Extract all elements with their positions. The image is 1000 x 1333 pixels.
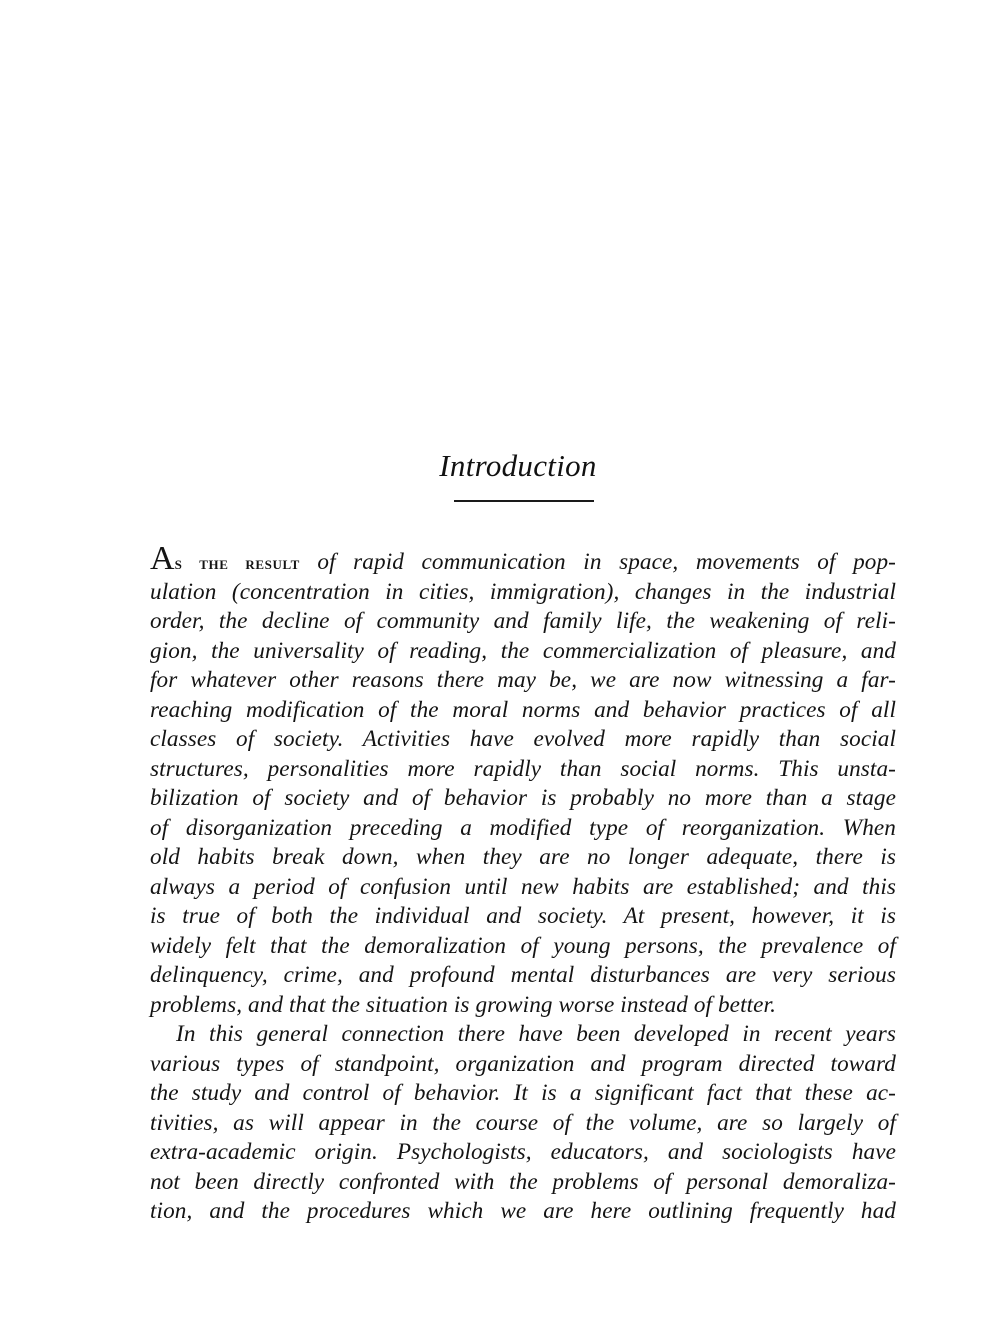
text-line: extra-academic origin. Psychologists, educators, and sociologists have — [150, 1139, 896, 1165]
paragraph-1 — [150, 540, 896, 1020]
text-line: the study and control of behavior. It is a significant fact that these ac- — [150, 1080, 896, 1106]
text-line: not been directly confronted with the problems of personal demoraliza- — [150, 1168, 896, 1195]
chapter-title: Introduction — [439, 448, 597, 483]
text-line: gion, the universality of reading, the commercialization of pleasure, and — [150, 637, 896, 664]
text-line: for whatever other reasons there may be, we are now witnessing a far- — [150, 667, 896, 693]
text-line: order, the decline of community and family life, the weakening of reli- — [150, 608, 896, 634]
text-line: reaching modification of the moral norms and behavior practices of all — [150, 696, 896, 723]
body-text — [150, 540, 896, 1227]
drop-cap: A — [150, 540, 175, 577]
title-rule-divider — [454, 500, 594, 502]
text-line: delinquency, crime, and profound mental disturbances are very serious — [150, 962, 896, 988]
lead-in-smallcaps: s the result — [174, 554, 300, 574]
text-line: tivities, as will appear in the course of the volume, are so largely of — [150, 1109, 896, 1136]
text-line: always a period of confusion until new habits are established; and this — [150, 873, 896, 900]
text-line: bilization of society and of behavior is probably no more than a stage — [150, 785, 896, 811]
text-line: tion, and the procedures which we are here outlining frequently had — [150, 1198, 896, 1224]
paragraph-2 — [150, 1020, 896, 1227]
text-line: structures, personalities more rapidly than social norms. This unsta- — [150, 755, 896, 782]
text-line: widely felt that the demoralization of young persons, the prevalence of — [150, 932, 896, 959]
text-line — [150, 540, 896, 578]
text-line: classes of society. Activities have evolved more rapidly than social — [150, 726, 896, 752]
text-line: various types of standpoint, organization and program directed toward — [150, 1050, 896, 1077]
text-line: is true of both the individual and society. At present, however, it is — [150, 903, 896, 929]
text-line: of disorganization preceding a modified type of reorganization. When — [150, 814, 896, 841]
text-line: problems, and that the situation is growing worse instead of better. — [150, 991, 776, 1018]
line-text: of rapid communication in space, movements of pop- — [299, 549, 896, 575]
text-line: In this general connection there have been developed in recent years — [176, 1021, 896, 1047]
text-line: ulation (concentration in cities, immigration), changes in the industrial — [150, 578, 896, 605]
text-line: old habits break down, when they are no longer adequate, there is — [150, 844, 896, 870]
